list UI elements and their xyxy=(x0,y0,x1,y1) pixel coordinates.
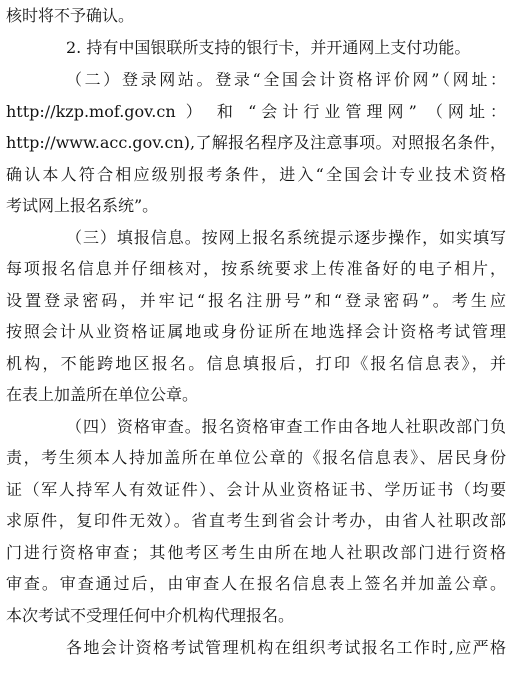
text-line-4: http://kzp.mof.gov.cn ） 和 “会计行业管理网” （网址： xyxy=(6,102,506,121)
text-line-21: 各地会计资格考试管理机构在组织考试报名工作时,应严格 xyxy=(66,638,506,657)
text-line-12: 机构，不能跨地区报名。信息填报后，打印《报名信息表》，并 xyxy=(6,354,506,373)
text-line-9: 每项报名信息并仔细核对，按系统要求上传准备好的电子相片， xyxy=(6,259,506,278)
text-line-20: 本次考试不受理任何中介机构代理报名。 xyxy=(6,606,295,625)
text-line-7: 考试网上报名系统”。 xyxy=(6,196,159,215)
text-line-18: 门进行资格审查；其他考区考生由所在地人社职改部门进行资格 xyxy=(6,543,506,562)
text-line-16: 证（军人持军人有效证件）、会计从业资格证书、学历证书（均要 xyxy=(6,480,506,499)
text-line-5: http://www.acc.gov.cn),了解报名程序及注意事项。对照报名条件， xyxy=(6,133,506,152)
text-line-3: （二）登录网站。登录“全国会计资格评价网”（网址： xyxy=(66,70,506,89)
text-line-17: 求原件，复印件无效）。省直考生到省会计考办，由省人社职改部 xyxy=(6,511,506,530)
text-line-10: 设置登录密码，并牢记“报名注册号”和“登录密码”。考生应 xyxy=(6,291,506,310)
text-line-2: 2. 持有中国银联所支持的银行卡，并开通网上支付功能。 xyxy=(66,38,471,57)
text-line-1: 核时将不予确认。 xyxy=(6,6,135,25)
text-line-19: 审查。审查通过后，由审查人在报名信息表上签名并加盖公章。 xyxy=(6,574,506,593)
text-line-11: 按照会计从业资格证属地或身份证所在地选择会计资格考试管理 xyxy=(6,322,506,341)
text-line-8: （三）填报信息。按网上报名系统提示逐步操作，如实填写 xyxy=(66,228,506,247)
text-line-13: 在表上加盖所在单位公章。 xyxy=(6,385,199,404)
text-line-6: 确认本人符合相应级别报考条件，进入“全国会计专业技术资格 xyxy=(6,165,506,184)
text-line-14: （四）资格审查。报名资格审查工作由各地人社职改部门负 xyxy=(66,417,506,436)
text-line-15: 责，考生须本人持加盖所在单位公章的《报名信息表》、居民身份 xyxy=(6,448,506,467)
